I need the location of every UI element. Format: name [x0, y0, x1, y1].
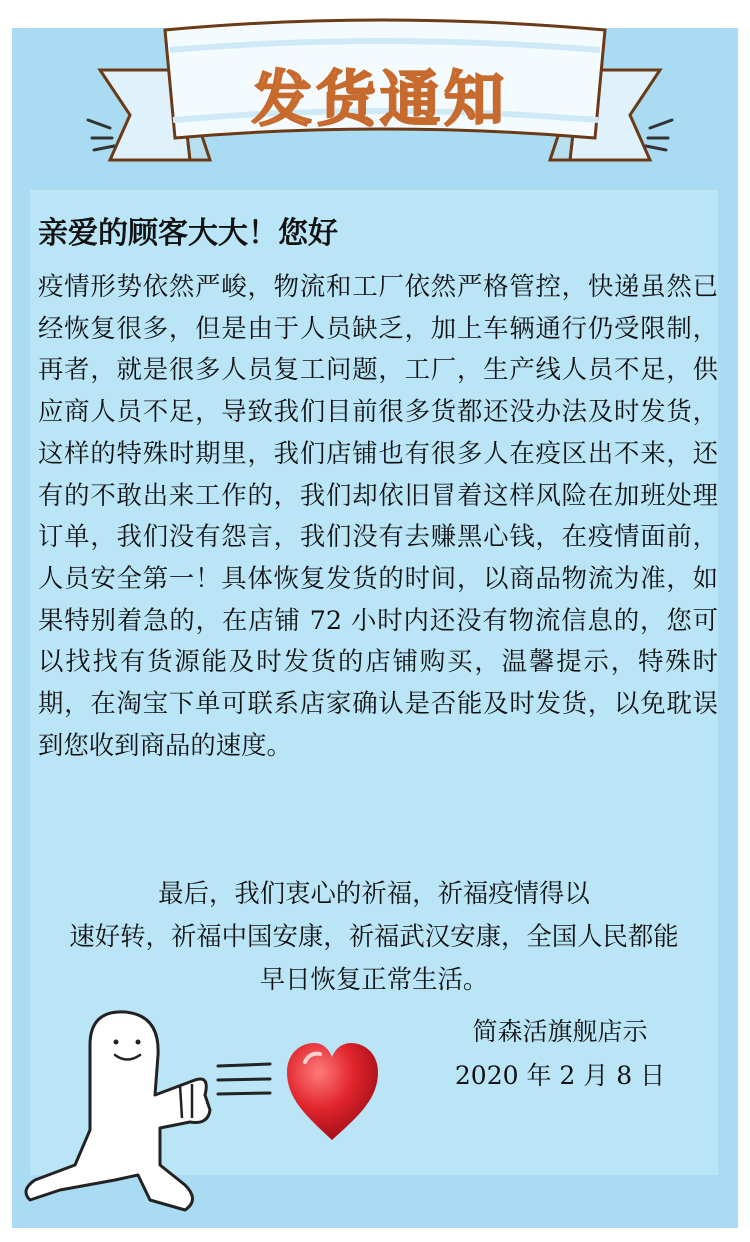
ribbon-banner	[70, 10, 690, 200]
blessing-line: 早日恢复正常生活。	[259, 964, 489, 994]
notice-date: 2020 年 2 月 8 日	[454, 1061, 666, 1090]
store-signature: 简森活旗舰店示	[472, 1017, 648, 1046]
equals-sign-icon	[215, 1060, 275, 1104]
notice-title: 发货通知	[252, 65, 508, 135]
blessing-line: 速好转，祈福中国安康，祈福武汉安康，全国人民都能	[69, 921, 679, 951]
stick-figure	[20, 1000, 220, 1229]
notice-body: 疫情形势依然严峻，物流和工厂依然严格管控，快递虽然已经恢复很多，但是由于人员缺乏，加上车辆通行仍受限制，再者，就是很多人员复工问题，工厂，生产线人员不足，供应商人员不足，导致我们目前很多货都还没办法及时发货，这样的特殊时期里，我们店铺也有很多人在疫区出不来，还有的不敢出来工作的，我们却依旧冒着这样风险在加班处理订单，我们没有怨言，我们没有去赚黑心钱，在疫情面前，人员安全第一！具体恢复发货的时间，以商品物流为准，如果特别着急的，在店铺 72 小时内还没有物流信息的，您可以找找有货源能及时发货的店铺购买，温馨提示，特殊时期，在淘宝下单可联系店家确认是否能及时发货，以免耽误到您收到商品的速度。	[38, 271, 718, 760]
blessing-line: 最后，我们衷心的祈福，祈福疫情得以	[158, 878, 590, 908]
signature-block	[440, 1010, 680, 1098]
greeting-text: 亲爱的顾客大大！您好	[38, 216, 338, 251]
heart-icon	[285, 1040, 380, 1149]
blessing-text	[30, 872, 718, 1001]
